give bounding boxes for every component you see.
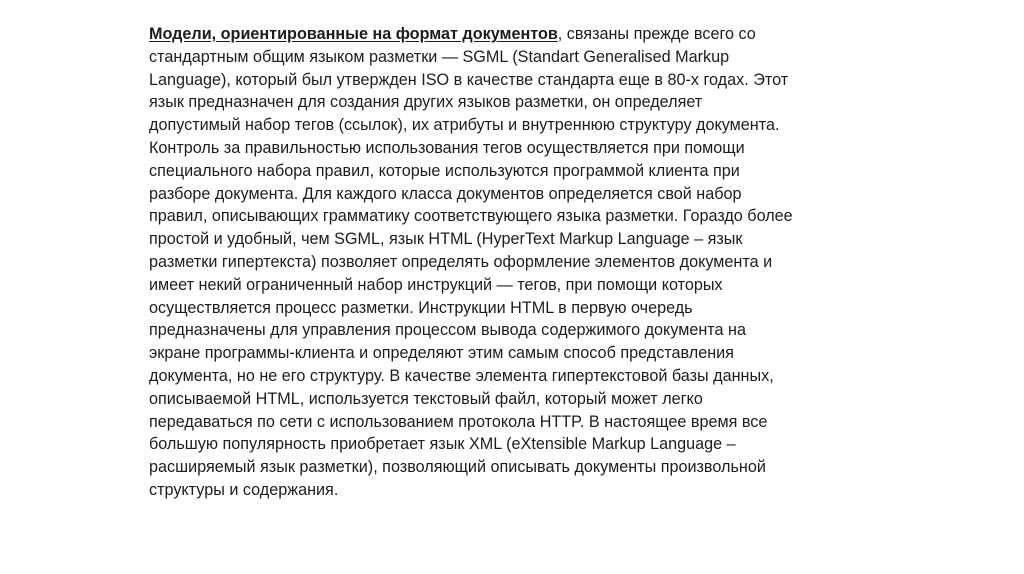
text-line: предназначены для управления процессом вывода содержимого документа на: [149, 321, 746, 340]
text-line: стандартным общим языком разметки — SGML (Standart Generalised Markup: [149, 47, 730, 66]
text-line: язык предназначен для создания других языков разметки, он определяет: [149, 93, 703, 112]
text-line: описываемой HTML, используется текстовый файл, который может легко: [149, 389, 703, 408]
text-line: разборе документа. Для каждого класса документов определяется свой набор: [149, 184, 742, 203]
text-line-continuation: , связаны прежде всего со: [557, 25, 756, 43]
text-line: осуществляется процесс разметки. Инструкции HTML в первую очередь: [149, 298, 693, 317]
text-line: простой и удобный, чем SGML, язык HTML (HyperText Markup Language – язык: [149, 230, 743, 249]
text-line: имеет некий ограниченный набор инструкций — тегов, при помощи которых: [149, 275, 723, 294]
text-line: экране программы-клиента и определяют этим самым способ представления: [149, 344, 734, 363]
text-line: правил, описывающих грамматику соответствующего языка разметки. Гораздо более: [149, 207, 793, 226]
text-line: [149, 23, 939, 46]
text-line: документа, но не его структуру. В качестве элемента гипертекстовой базы данных,: [149, 366, 774, 385]
underlined-heading: Модели, ориентированные на формат документов: [149, 25, 558, 43]
text-line: допустимый набор тегов (ссылок), их атрибуты и внутреннюю структуру документа.: [149, 116, 780, 135]
text-line: большую популярность приобретает язык XML (eXtensible Markup Language –: [149, 435, 736, 454]
text-line: Language), который был утвержден ISO в качестве стандарта еще в 80-х годах. Этот: [149, 70, 789, 89]
text-line: разметки гипертекста) позволяет определять оформление элементов документа и: [149, 252, 773, 271]
text-line: специального набора правил, которые используются программой клиента при: [149, 161, 740, 180]
text-line: расширяемый язык разметки), позволяющий описывать документы произвольной: [149, 458, 766, 477]
text-line: Контроль за правильностью использования тегов осуществляется при помощи: [149, 138, 745, 157]
text-line: структуры и содержания.: [149, 480, 339, 499]
text-line: передаваться по сети с использованием протокола HTTP. В настоящее время все: [149, 412, 768, 431]
document-text-block: [149, 23, 939, 502]
